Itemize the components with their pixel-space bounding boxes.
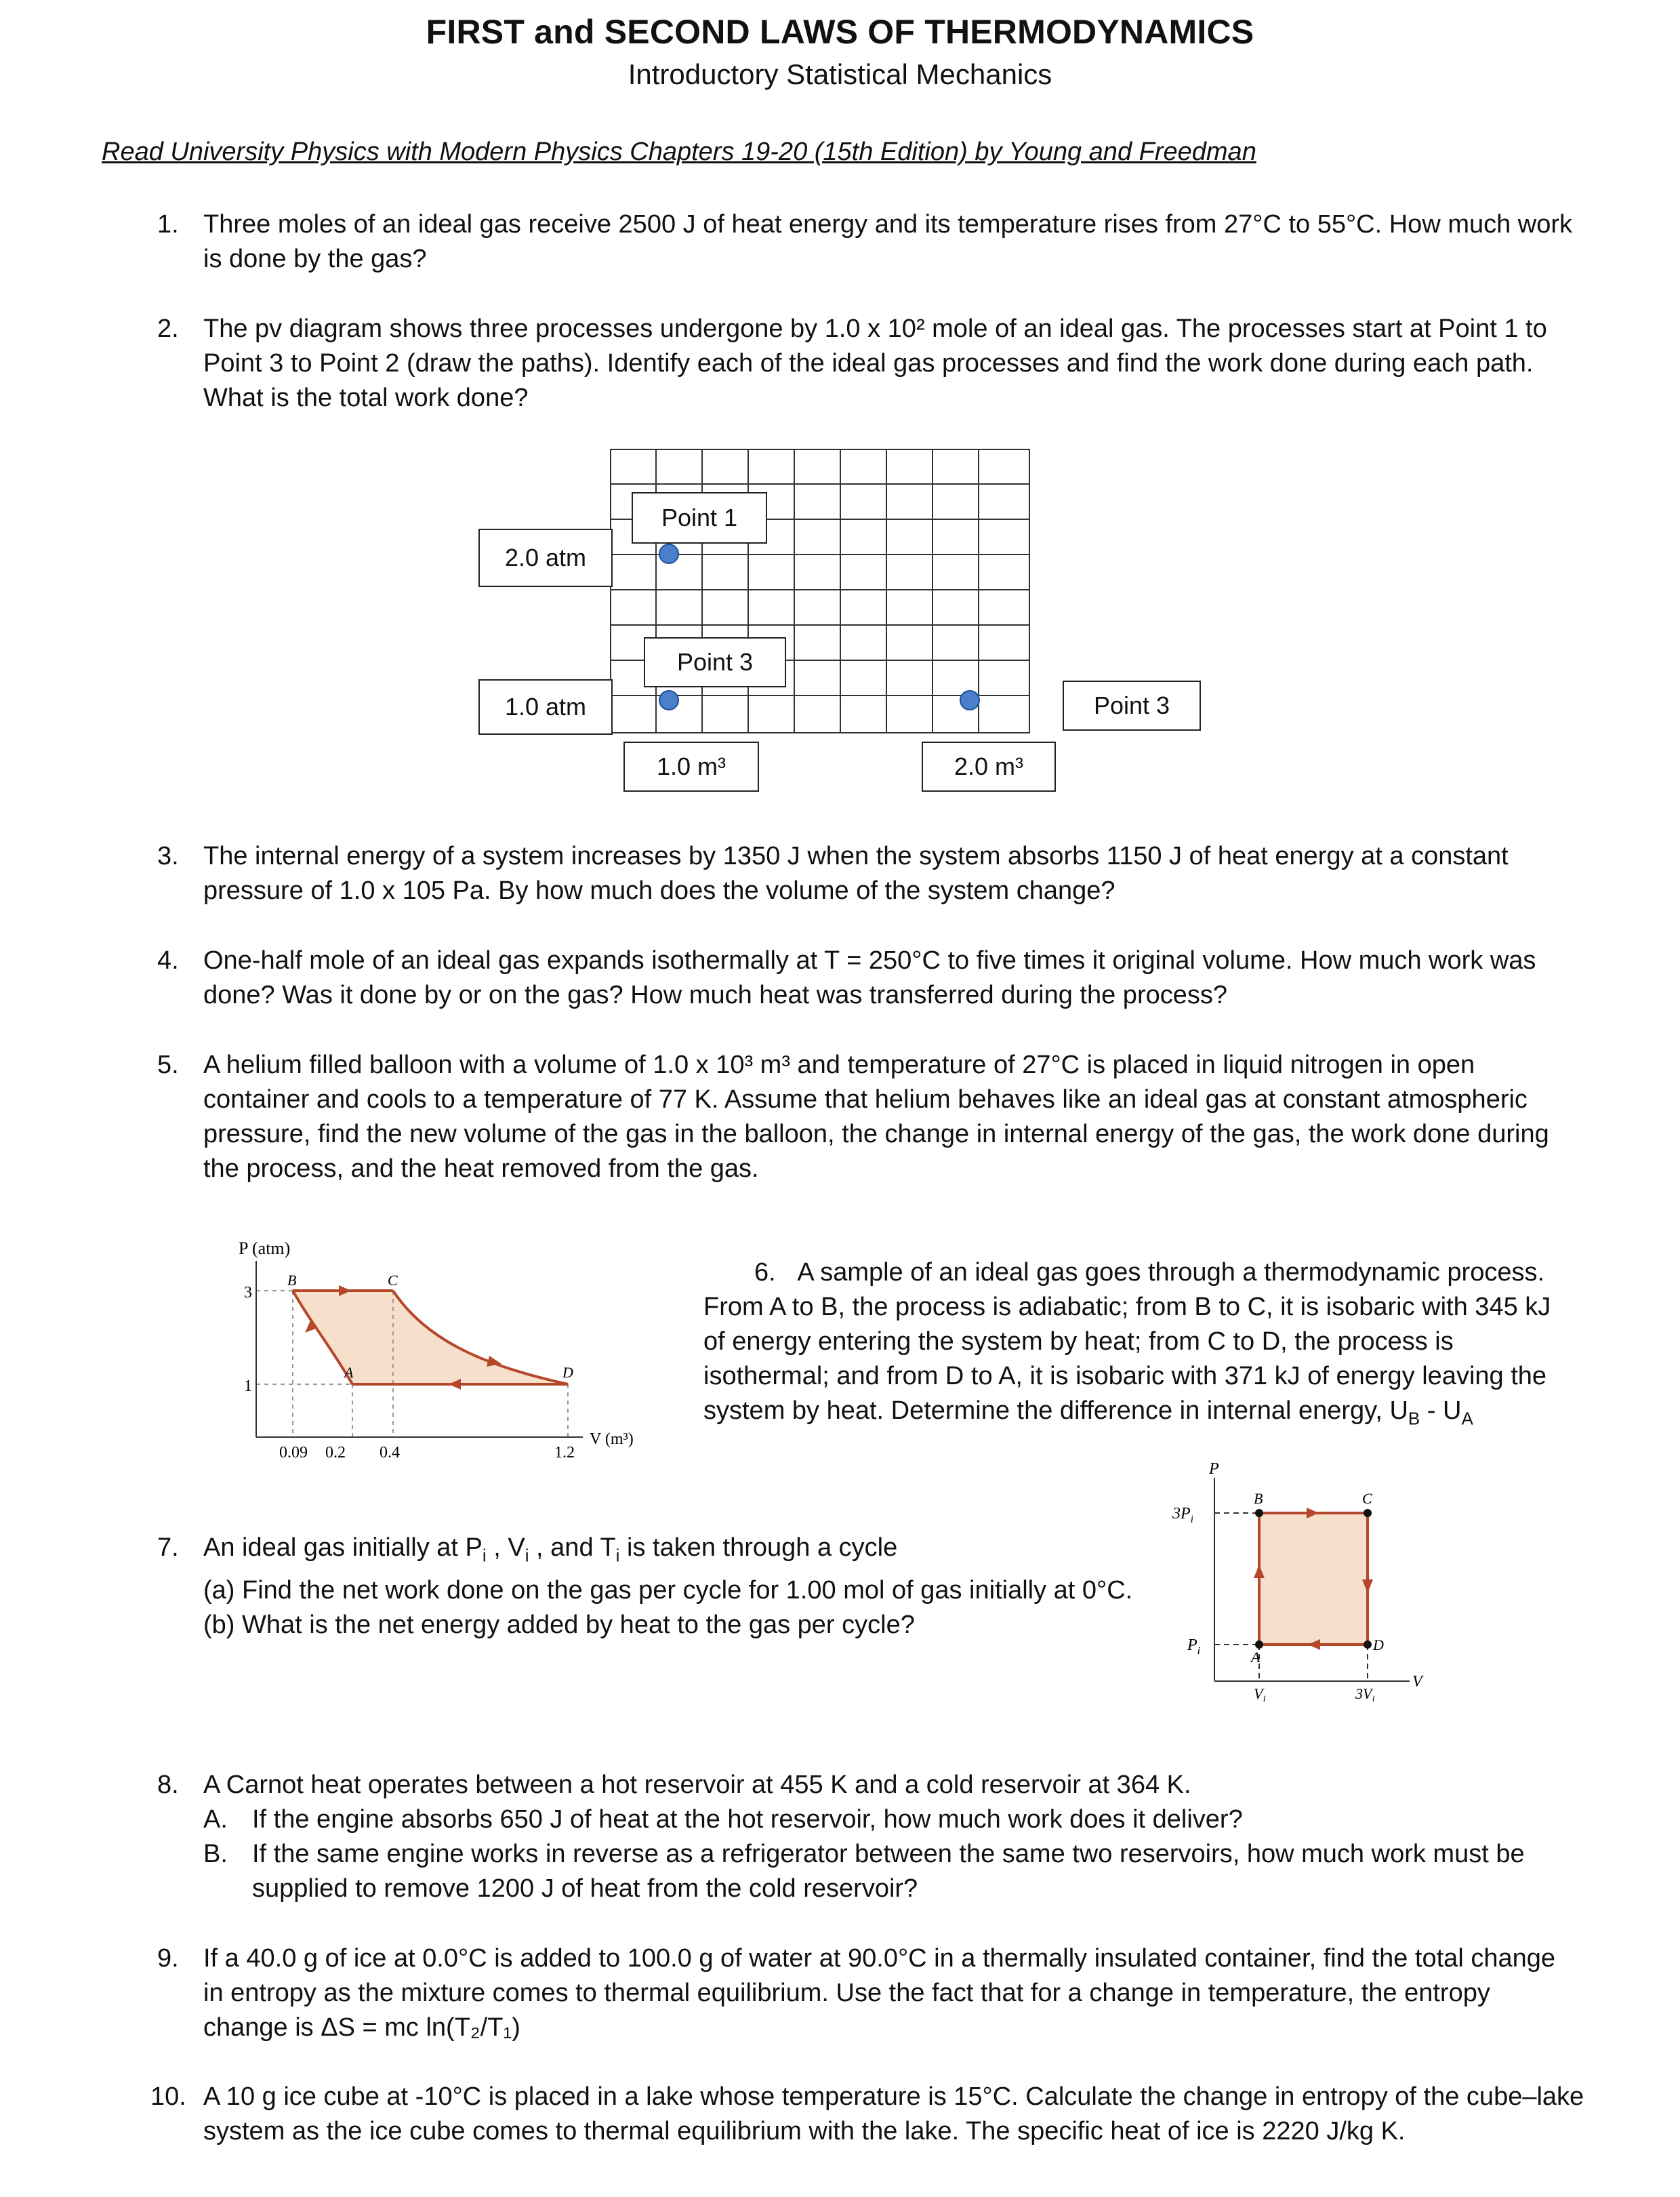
- question-line: Three moles of an ideal gas receive 2500 J of heat energy and its temperature rises from 27°C to 55°C. How much work: [203, 210, 1573, 239]
- question-line: system as the ice cube comes to thermal equilibrium with the lake. The specific heat of ice is 2220 J/kg K.: [203, 2117, 1406, 2145]
- label-B: B: [287, 1272, 297, 1289]
- question-line: is done by the gas?: [203, 245, 427, 273]
- tick-label-y1: 1: [244, 1377, 252, 1395]
- cycle-fill: [293, 1291, 568, 1384]
- question-line: , V: [486, 1533, 525, 1562]
- question-8a: If the engine absorbs 650 J of heat at the hot reservoir, how much work does it deliver?: [252, 1805, 1243, 1834]
- tick-label-x: 0.4: [380, 1444, 400, 1462]
- question-number: 8.: [157, 1771, 179, 1799]
- question-line: The internal energy of a system increases by 1350 J when the system absorbs 1150 J of heat energy at a constant: [203, 842, 1509, 870]
- label-volume-1: 1.0 m³: [623, 742, 759, 792]
- question-line: is taken through a cycle: [619, 1533, 898, 1562]
- question-number: 5.: [157, 1051, 179, 1079]
- tick-label-3Pi: $3P_i$: [1172, 1505, 1194, 1525]
- axis-label-volume: V (m³): [590, 1430, 634, 1448]
- point-3-marker: [659, 690, 679, 710]
- question-line: What is the total work done?: [203, 384, 529, 412]
- subscript: i: [525, 1545, 529, 1566]
- question-line: The pv diagram shows three processes undergone by 1.0 x 10² mole of an ideal gas. The processes start at Point 1 to: [203, 315, 1547, 343]
- question-number: 10.: [150, 2082, 186, 2111]
- label-A: A: [344, 1364, 354, 1381]
- axis-label-volume: V: [1412, 1673, 1422, 1691]
- question-line: (a) Find the net work done on the gas per cycle for 1.00 mol of gas initially at 0°C.: [203, 1575, 1133, 1605]
- part-label: B.: [203, 1840, 228, 1868]
- question-line: From A to B, the process is adiabatic; from B to C, it is isobaric with 345 kJ: [703, 1293, 1551, 1321]
- axis-label-pressure: P (atm): [239, 1238, 291, 1258]
- tick-label-x: 0.2: [325, 1444, 346, 1462]
- question-line: An ideal gas initially at P: [203, 1533, 483, 1562]
- question-line: the process, and the heat removed from the gas.: [203, 1154, 759, 1183]
- tick-label-y3: 3: [244, 1284, 252, 1302]
- question-3: [203, 839, 1626, 908]
- rectangular-cycle-diagram: [1152, 1457, 1437, 1701]
- question-line: , and T: [529, 1533, 616, 1562]
- question-line: container and cools to a temperature of 77 K. Assume that helium behaves like an ideal gas at constant atmospheric: [203, 1085, 1528, 1114]
- question-8b: [252, 1837, 1641, 1906]
- label-C: C: [1362, 1490, 1372, 1507]
- question-5: [203, 1048, 1640, 1186]
- adiabatic-cycle-diagram: [230, 1234, 678, 1478]
- question-2: [203, 312, 1626, 416]
- question-number: 7.: [157, 1533, 179, 1562]
- question-line: change is ΔS = mc ln(T₂/T₁): [203, 2013, 520, 2042]
- reading-assignment: Read University Physics with Modern Physics Chapters 19-20 (15th Edition) by Young and Freedman: [102, 138, 1256, 166]
- question-number: 4.: [157, 946, 179, 975]
- question-line: If a 40.0 g of ice at 0.0°C is added to 100.0 g of water at 90.0°C in a thermally insulated container, find the total change: [203, 1944, 1555, 1973]
- question-line: done? Was it done by or on the gas? How much heat was transferred during the process?: [203, 981, 1228, 1009]
- subscript: A: [1461, 1408, 1473, 1429]
- tick-label-x: 1.2: [554, 1444, 575, 1462]
- subscript: i: [615, 1545, 620, 1566]
- point-2-marker: [960, 690, 980, 710]
- question-line: A helium filled balloon with a volume of 1.0 x 10³ m³ and temperature of 27°C is placed in liquid nitrogen in open: [203, 1051, 1475, 1079]
- label-point-1: Point 1: [632, 492, 767, 544]
- tick-label-3Vi: $3V_i$: [1355, 1685, 1375, 1701]
- subscript: B: [1408, 1408, 1420, 1429]
- question-line: A sample of an ideal gas goes through a thermodynamic process.: [797, 1258, 1545, 1287]
- document-title: FIRST and SECOND LAWS OF THERMODYNAMICS: [426, 13, 1254, 51]
- label-B: B: [1254, 1490, 1263, 1507]
- question-9: [203, 1941, 1640, 2045]
- question-10: [203, 2080, 1640, 2149]
- label-C: C: [388, 1272, 398, 1289]
- question-line: Point 3 to Point 2 (draw the paths). Identify each of the ideal gas processes and find the work done during each path.: [203, 349, 1534, 378]
- label-D: D: [1373, 1636, 1384, 1653]
- tick-label-Pi: $P_i$: [1187, 1636, 1201, 1657]
- question-8: [203, 1768, 1640, 1802]
- question-line: in entropy as the mixture comes to thermal equilibrium. Use the fact that for a change in temperature, the entropy: [203, 1979, 1490, 2007]
- label-volume-2: 2.0 m³: [922, 742, 1056, 792]
- question-number: 9.: [157, 1944, 179, 1973]
- question-4: [203, 944, 1626, 1013]
- question-line: - U: [1420, 1396, 1462, 1425]
- axis-label-pressure: P: [1209, 1460, 1219, 1478]
- subscript: i: [482, 1545, 487, 1566]
- question-line: pressure of 1.0 x 105 Pa. By how much does the volume of the system change?: [203, 876, 1115, 905]
- question-line: system by heat. Determine the difference in internal energy, U: [703, 1396, 1408, 1425]
- question-line: A Carnot heat operates between a hot reservoir at 455 K and a cold reservoir at 364 K.: [203, 1771, 1191, 1799]
- question-line: (b) What is the net energy added by heat to the gas per cycle?: [203, 1610, 915, 1639]
- label-point-3: Point 3: [644, 637, 786, 687]
- label-pressure-1atm: 1.0 atm: [478, 679, 613, 735]
- label-A: A: [1251, 1649, 1261, 1666]
- document-subtitle: Introductory Statistical Mechanics: [628, 58, 1052, 90]
- question-line: One-half mole of an ideal gas expands isothermally at T = 250°C to five times it original volume. How much work was: [203, 946, 1536, 975]
- cycle-fill: [1259, 1513, 1368, 1645]
- question-6: [703, 1255, 1652, 1436]
- question-number: 1.: [157, 210, 179, 239]
- question-number: 6.: [754, 1258, 776, 1287]
- question-7: [203, 1531, 1166, 1642]
- tick-label-x: 0.09: [279, 1444, 308, 1462]
- question-number: 2.: [157, 315, 179, 343]
- question-number: 3.: [157, 842, 179, 870]
- part-label: A.: [203, 1805, 228, 1834]
- question-line: supplied to remove 1200 J of heat from the cold reservoir?: [252, 1874, 918, 1903]
- question-line: If the same engine works in reverse as a refrigerator between the same two reservoirs, how much work must be: [252, 1840, 1525, 1868]
- label-point-3-right: Point 3: [1063, 681, 1201, 731]
- question-line: of energy entering the system by heat; from C to D, the process is: [703, 1327, 1454, 1356]
- label-pressure-2atm: 2.0 atm: [478, 529, 613, 587]
- question-1: [203, 207, 1626, 277]
- question-line: isothermal; and from D to A, it is isobaric with 371 kJ of energy leaving the: [703, 1362, 1547, 1390]
- label-D: D: [562, 1364, 573, 1381]
- question-line: pressure, find the new volume of the gas in the balloon, the change in internal energy of the gas, the work done during: [203, 1120, 1549, 1148]
- adiabatic-cycle-svg: [230, 1234, 678, 1478]
- question-line: A 10 g ice cube at -10°C is placed in a lake whose temperature is 15°C. Calculate the change in entropy of the cube–lake: [203, 2082, 1584, 2111]
- rectangular-cycle-svg: [1152, 1457, 1437, 1701]
- point-1-marker: [659, 544, 679, 564]
- tick-label-Vi: $V_i$: [1254, 1685, 1266, 1701]
